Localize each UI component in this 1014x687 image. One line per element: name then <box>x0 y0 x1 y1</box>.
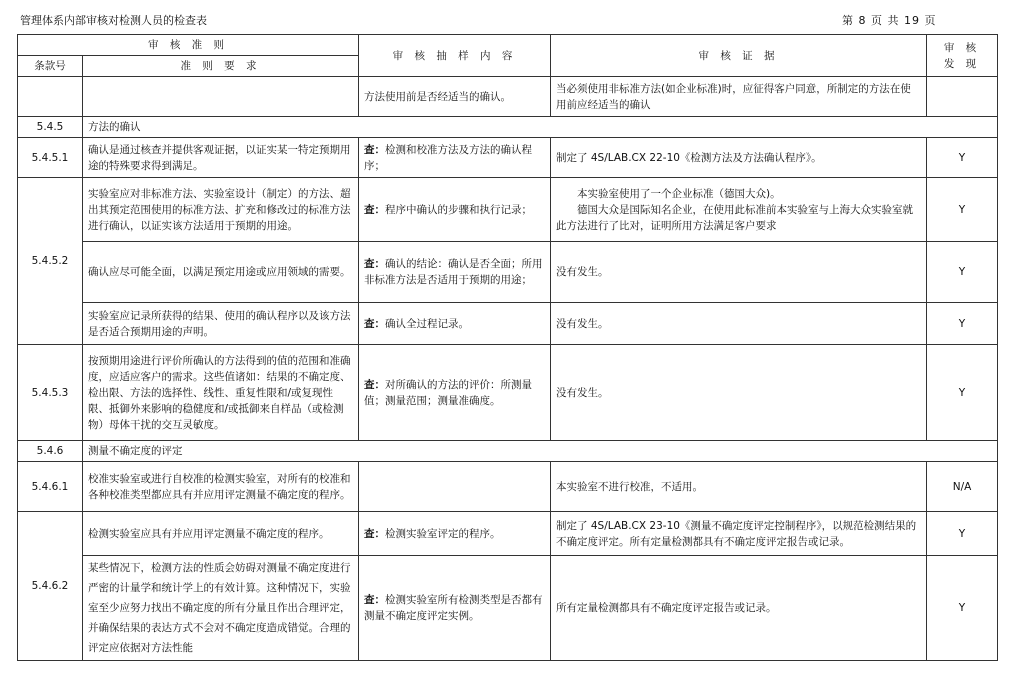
table-row <box>18 242 998 303</box>
check-label: 查： <box>364 258 386 270</box>
finding-cell: Y <box>927 556 998 661</box>
requirement-cell: 确认应尽可能全面，以满足预定用途或应用领域的需要。 <box>83 242 359 303</box>
clause-cell: 5.4.5.1 <box>18 138 83 178</box>
check-label: 查： <box>364 143 386 156</box>
evidence-cell: 没有发生。 <box>551 242 927 303</box>
sample-cell <box>359 345 551 441</box>
page-header <box>0 0 1014 34</box>
page-number: 第 8 页 共 19 页 <box>842 14 937 27</box>
requirement-cell: 实验室应记录所获得的结果、使用的确认程序以及该方法是否适合预期用途的声明。 <box>83 303 359 345</box>
requirement-cell: 某些情况下，检测方法的性质会妨碍对测量不确定度进行严密的计量学和统计学上的有效计算。这种情况下，实验室至少应努力找出不确定度的所有分量且作出合理评定，并确保结果的表达方式不会对不确定度造成错觉。合理的评定应依据对方法性能 <box>83 556 359 661</box>
clause-cell: 5.4.5.3 <box>18 345 83 441</box>
sample-cell <box>359 303 551 345</box>
criteria-header: 审 核 准 则 <box>18 35 359 56</box>
sample-text: 程序中确认的步骤和执行记录； <box>385 203 533 216</box>
table-row <box>18 178 998 242</box>
sample-text: 检测实验室评定的程序。 <box>385 527 501 540</box>
table-row <box>18 462 998 512</box>
sample-text: 确认全过程记录。 <box>385 317 470 330</box>
sample-header: 审 核 抽 样 内 容 <box>359 35 551 77</box>
clause-cell: 5.4.5 <box>18 117 83 138</box>
finding-cell: Y <box>927 242 998 303</box>
sample-cell: 方法使用前是否经适当的确认。 <box>359 77 551 117</box>
clause-cell: 5.4.6.1 <box>18 462 83 512</box>
finding-cell <box>927 77 998 117</box>
section-title: 方法的确认 <box>83 117 998 138</box>
finding-header-line2: 发 现 <box>943 57 981 70</box>
requirement-cell: 检测实验室应具有并应用评定测量不确定度的程序。 <box>83 512 359 556</box>
section-row <box>18 441 998 462</box>
clause-cell: 5.4.6 <box>18 441 83 462</box>
audit-checklist-table <box>17 34 998 661</box>
evidence-cell: 制定了 4S/LAB.CX 22-10《检测方法及方法确认程序》。 <box>551 138 927 178</box>
requirement-cell: 确认是通过核查并提供客观证据，以证实某一特定预期用途的特殊要求得到满足。 <box>83 138 359 178</box>
sample-cell <box>359 462 551 512</box>
finding-header-line1: 审 核 <box>943 41 981 54</box>
sample-cell <box>359 138 551 178</box>
evidence-cell: 本实验室不进行校准，不适用。 <box>551 462 927 512</box>
evidence-cell: 没有发生。 <box>551 303 927 345</box>
section-row <box>18 117 998 138</box>
finding-cell: Y <box>927 345 998 441</box>
requirement-cell <box>83 77 359 117</box>
section-title: 测量不确定度的评定 <box>83 441 998 462</box>
sample-text: 检测实验室所有检测类型是否都有测量不确定度评定实例。 <box>364 594 543 622</box>
clause-cell: 5.4.5.2 <box>18 178 83 345</box>
check-label: 查： <box>364 527 386 540</box>
evidence-cell: 所有定量检测都具有不确定度评定报告或记录。 <box>551 556 927 661</box>
table-row <box>18 556 998 661</box>
requirement-header: 准 则 要 求 <box>83 56 359 77</box>
finding-cell: N/A <box>927 462 998 512</box>
check-label: 查： <box>364 317 386 330</box>
clause-cell: 5.4.6.2 <box>18 512 83 661</box>
table-row <box>18 303 998 345</box>
sample-text: 对所确认的方法的评价：所测量值；测量范围；测量准确度。 <box>364 378 533 407</box>
evidence-header: 审 核 证 据 <box>551 35 927 77</box>
sample-cell <box>359 556 551 661</box>
finding-cell: Y <box>927 303 998 345</box>
table-row <box>18 77 998 117</box>
evidence-cell: 制定了 4S/LAB.CX 23-10《测量不确定度评定控制程序》，以规范检测结果的不确定度评定。所有定量检测都具有不确定度评定报告或记录。 <box>551 512 927 556</box>
sample-text: 确认的结论：确认是否全面；所用非标准方法是否适用于预期的用途； <box>364 258 543 286</box>
requirement-cell: 按预期用途进行评价所确认的方法得到的值的范围和准确度，应适应客户的需求。这些值诸如：结果的不确定度、检出限、方法的选择性、线性、重复性限和/或复现性限、抵御外来影响的稳健度和/或抵御来自样品（或检测物）母体干扰的交互灵敏度。 <box>83 345 359 441</box>
requirement-cell: 实验室应对非标准方法、实验室设计（制定）的方法、超出其预定范围使用的标准方法、扩充和修改过的标准方法进行确认，以证实该方法适用于预期的用途。 <box>83 178 359 242</box>
evidence-paragraph: 本实验室使用了一个企业标准（德国大众)。 <box>577 187 781 200</box>
table-row <box>18 512 998 556</box>
evidence-cell: 当必须使用非标准方法(如企业标准)时，应征得客户同意，所制定的方法在使用前应经适当的确认 <box>551 77 927 117</box>
sample-cell <box>359 178 551 242</box>
finding-cell: Y <box>927 178 998 242</box>
finding-cell: Y <box>927 138 998 178</box>
table-row <box>18 345 998 441</box>
sample-cell <box>359 242 551 303</box>
clause-cell <box>18 77 83 117</box>
check-label: 查： <box>364 594 386 606</box>
finding-header <box>927 35 998 77</box>
requirement-cell: 校准实验室或进行自校准的检测实验室，对所有的校准和各种校准类型都应具有并应用评定测量不确定度的程序。 <box>83 462 359 512</box>
finding-cell: Y <box>927 512 998 556</box>
clause-header: 条款号 <box>18 56 83 77</box>
sample-cell <box>359 512 551 556</box>
evidence-paragraph: 德国大众是国际知名企业，在使用此标准前本实验室与上海大众实验室就此方法进行了比对，证明所用方法满足客户要求 <box>556 203 914 232</box>
evidence-cell: 没有发生。 <box>551 345 927 441</box>
document-title: 管理体系内部审核对检测人员的检查表 <box>20 14 207 27</box>
check-label: 查： <box>364 203 386 216</box>
table-row <box>18 138 998 178</box>
sample-text: 检测和校准方法及方法的确认程序； <box>364 143 533 172</box>
check-label: 查： <box>364 378 386 391</box>
evidence-cell <box>551 178 927 242</box>
